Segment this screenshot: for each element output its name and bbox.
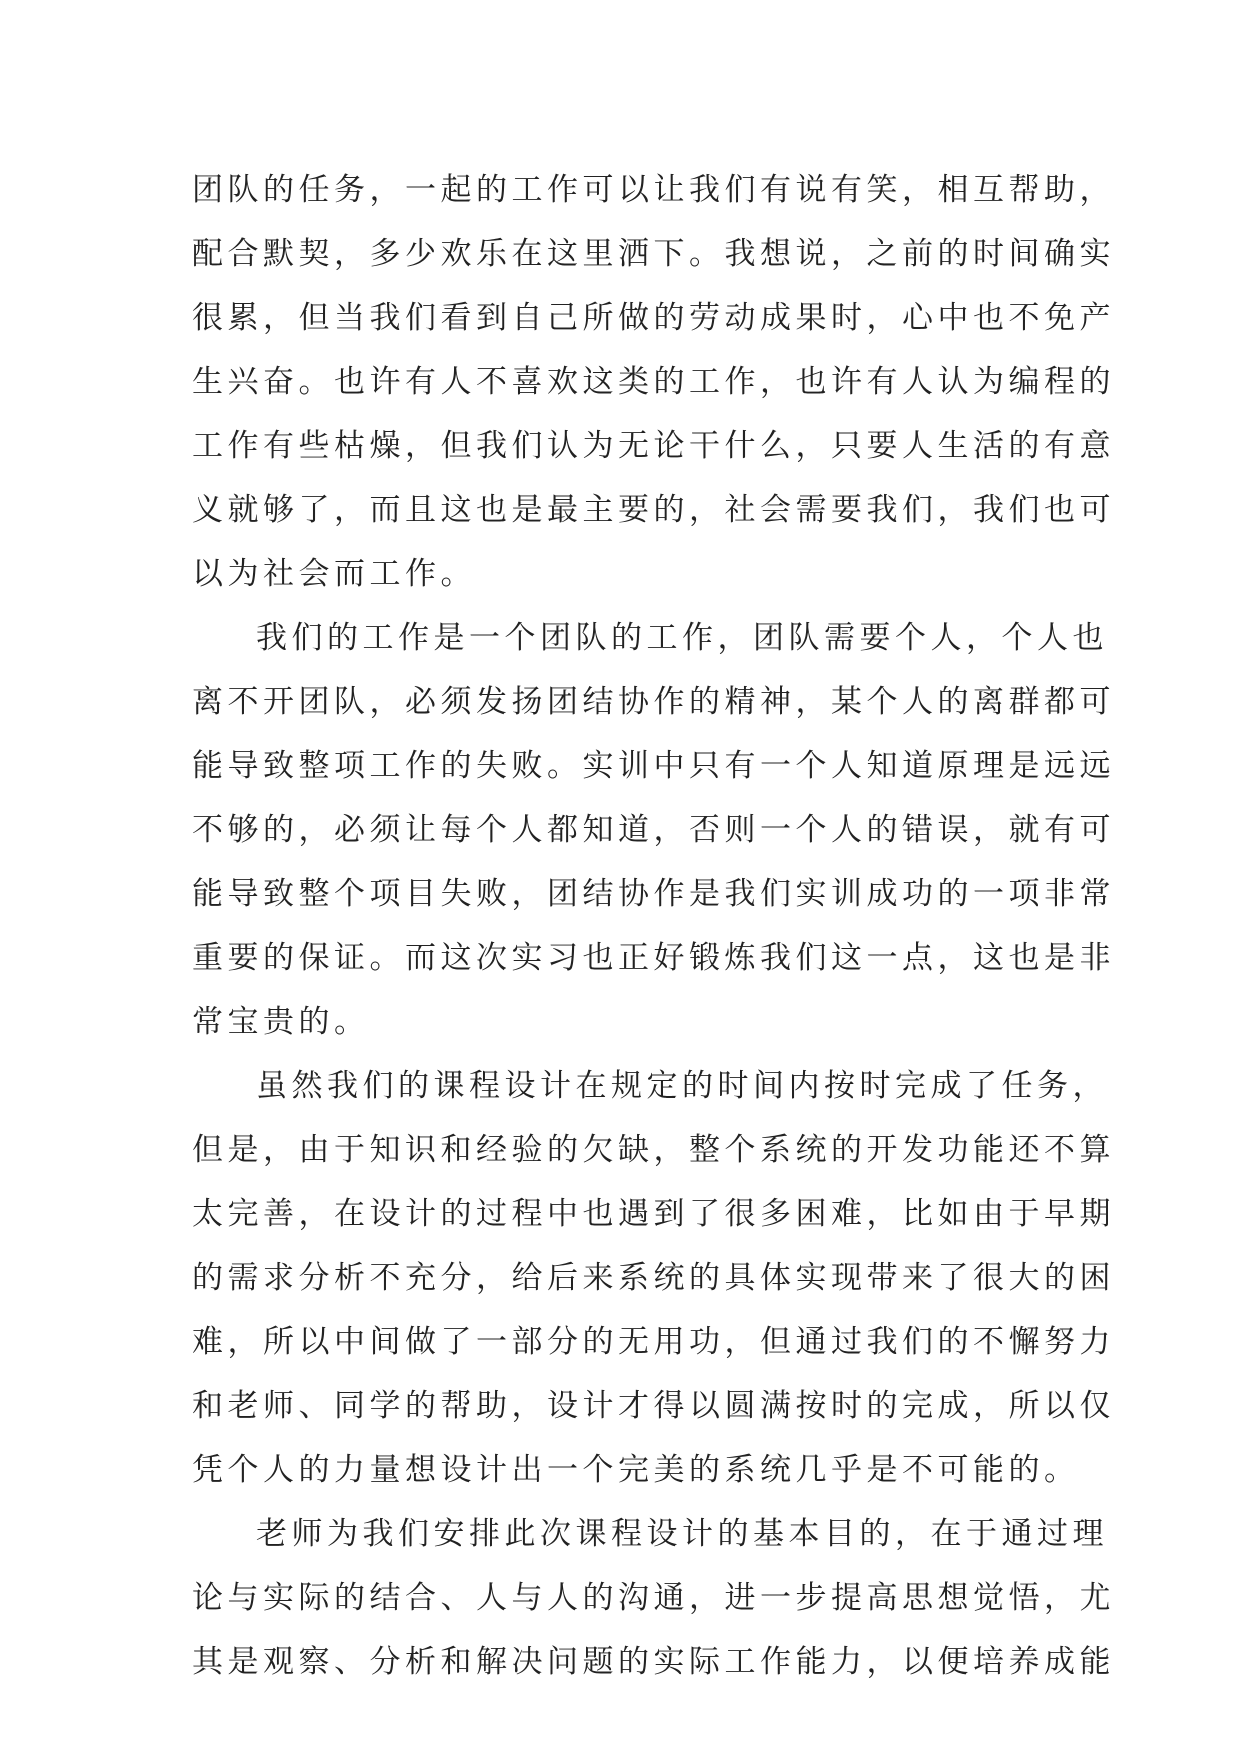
text-line: 离不开团队，必须发扬团结协作的精神，某个人的离群都可 — [192, 684, 1115, 720]
text-line: 能导致整个项目失败，团结协作是我们实训成功的一项非常 — [192, 876, 1115, 912]
text-line: 配合默契，多少欢乐在这里洒下。我想说，之前的时间确实 — [192, 236, 1115, 272]
text-line: 虽然我们的课程设计在规定的时间内按时完成了任务， — [256, 1068, 1108, 1104]
text-line: 凭个人的力量想设计出一个完美的系统几乎是不可能的。 — [192, 1452, 1080, 1488]
text-line: 工作有些枯燥，但我们认为无论干什么，只要人生活的有意 — [192, 428, 1115, 464]
text-line: 生兴奋。也许有人不喜欢这类的工作，也许有人认为编程的 — [192, 364, 1115, 400]
text-line: 义就够了，而且这也是最主要的，社会需要我们，我们也可 — [192, 492, 1115, 528]
text-line: 的需求分析不充分，给后来系统的具体实现带来了很大的困 — [192, 1260, 1115, 1296]
text-line: 老师为我们安排此次课程设计的基本目的，在于通过理 — [256, 1516, 1108, 1552]
text-line: 能导致整项工作的失败。实训中只有一个人知道原理是远远 — [192, 748, 1115, 784]
text-line: 团队的任务，一起的工作可以让我们有说有笑，相互帮助， — [192, 172, 1115, 208]
text-line: 难，所以中间做了一部分的无用功，但通过我们的不懈努力 — [192, 1324, 1115, 1360]
document-body — [192, 158, 1115, 1694]
paragraph-1 — [192, 158, 1115, 606]
text-line: 常宝贵的。 — [192, 1004, 370, 1040]
text-line: 和老师、同学的帮助，设计才得以圆满按时的完成，所以仅 — [192, 1388, 1115, 1424]
paragraph-2 — [192, 606, 1115, 1054]
text-line: 以为社会而工作。 — [192, 556, 476, 592]
text-line: 很累，但当我们看到自己所做的劳动成果时，心中也不免产 — [192, 300, 1115, 336]
text-line: 论与实际的结合、人与人的沟通，进一步提高思想觉悟，尤 — [192, 1580, 1115, 1616]
text-line: 重要的保证。而这次实习也正好锻炼我们这一点，这也是非 — [192, 940, 1115, 976]
text-line: 其是观察、分析和解决问题的实际工作能力，以便培养成能 — [192, 1644, 1115, 1680]
text-line: 但是，由于知识和经验的欠缺，整个系统的开发功能还不算 — [192, 1132, 1115, 1168]
text-line: 不够的，必须让每个人都知道，否则一个人的错误，就有可 — [192, 812, 1115, 848]
text-line: 我们的工作是一个团队的工作，团队需要个人，个人也 — [256, 620, 1108, 656]
paragraph-4 — [192, 1502, 1115, 1694]
paragraph-3 — [192, 1054, 1115, 1502]
text-line: 太完善，在设计的过程中也遇到了很多困难，比如由于早期 — [192, 1196, 1115, 1232]
